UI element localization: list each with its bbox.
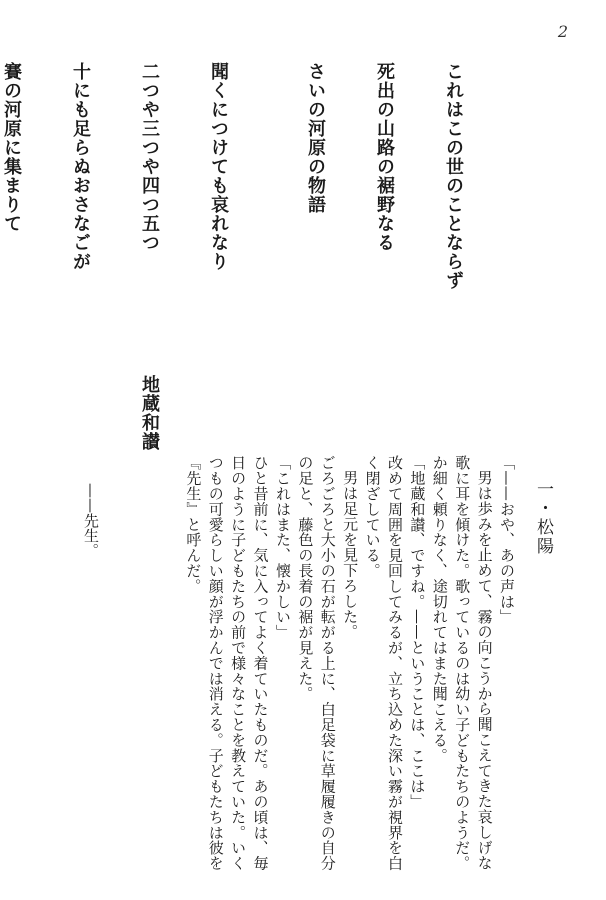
chapter-title: 一・松陽 — [533, 480, 553, 556]
paragraph: 改めて周囲を見回してみるが、立ち込めた深い霧が視界を白く閉ざしている。 — [363, 455, 404, 871]
paragraph: ひと昔前に、気に入ってよく着ていたものだ。あの頃は、毎日のように子どもたちの前で様々なことを教えていた。いくつもの可愛らしい顔が浮かんでは消える。子どもたちは彼を『先生』と呼んだ。 — [184, 455, 270, 871]
paragraph: 「——おや、あの声は」 — [498, 455, 516, 625]
poem-line: 二つや三つや四つ五つ — [139, 62, 160, 252]
prose-body — [182, 455, 518, 885]
paragraph: 男は足元を見下ろした。 — [341, 470, 360, 640]
paragraph: 「これはまた、懐かしい」 — [273, 455, 292, 640]
paragraph: ごろごろと大小の石が転がる上に、白足袋に草履履きの自分の足と、藤色の長着の裾が見えた。 — [296, 455, 337, 871]
poem-line: これはこの世のことならず — [443, 62, 464, 290]
poem-line: 死出の山路の裾野なる — [374, 62, 395, 252]
section-title: 地蔵和讃 — [139, 375, 160, 451]
poem-line: 賽の河原に集まりて — [1, 62, 22, 233]
paragraph: 「地蔵和讃、ですね。——ということは、ここは」 — [408, 455, 427, 810]
poem-line: 聞くにつけても哀れなり — [208, 62, 229, 271]
page-number: 2 — [557, 22, 568, 41]
poem — [0, 62, 511, 290]
paragraph: 男は歩みを止めて、霧の向こうから聞こえてきた哀しげな歌に耳を傾けた。歌っているのは幼い子どもたちのようだ。か細く頼りなく、途切れてはまた聞こえる。 — [430, 455, 494, 871]
poem-line: さいの河原の物語 — [305, 62, 326, 214]
poem-line: 十にも足らぬおさなごが — [70, 62, 91, 271]
trailing-line: ——先生。 — [82, 483, 100, 558]
